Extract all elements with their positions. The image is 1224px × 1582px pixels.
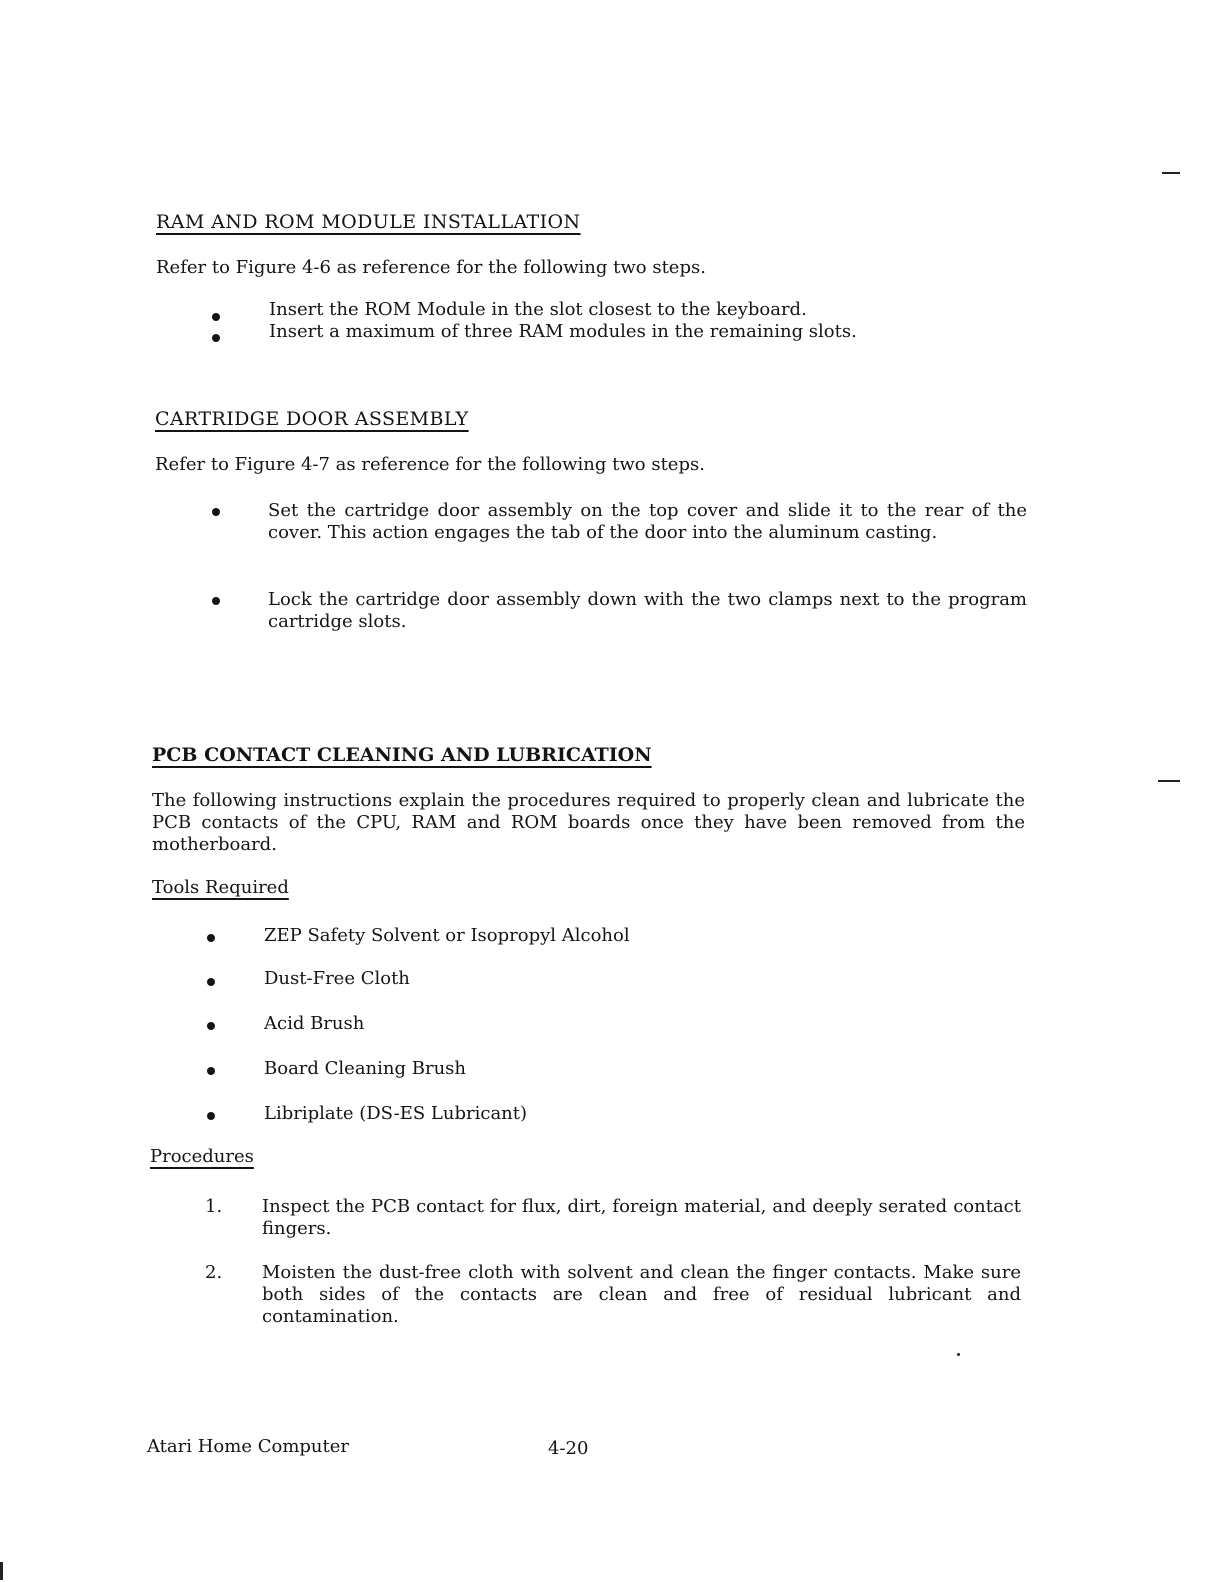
- tool-item: Board Cleaning Brush: [264, 1058, 466, 1079]
- tool-item: Acid Brush: [264, 1013, 365, 1034]
- bullet-icon: [212, 313, 220, 321]
- bullet-icon: [207, 978, 215, 986]
- bullet-icon: [207, 934, 215, 942]
- procedures-heading: Procedures: [150, 1146, 254, 1167]
- scan-mark: [1162, 172, 1180, 174]
- section-heading-pcb-cleaning: PCB CONTACT CLEANING AND LUBRICATION: [152, 744, 652, 766]
- tool-item: Libriplate (DS-ES Lubricant): [264, 1103, 528, 1124]
- tools-required-heading: Tools Required: [152, 877, 289, 898]
- bullet-icon: [212, 597, 220, 605]
- scan-mark: [0, 1562, 3, 1580]
- bullet-icon: [212, 508, 220, 516]
- section-heading-cartridge-door: CARTRIDGE DOOR ASSEMBLY: [155, 408, 469, 430]
- scan-mark: [957, 1353, 960, 1356]
- procedure-number: 2.: [205, 1262, 223, 1283]
- procedure-number: 1.: [205, 1196, 223, 1217]
- tool-item: Dust-Free Cloth: [264, 968, 410, 989]
- section-intro-ram-rom: Refer to Figure 4-6 as reference for the following two steps.: [156, 257, 706, 278]
- footer-page-number: 4-20: [548, 1438, 589, 1459]
- scan-mark: [1158, 780, 1180, 782]
- list-item: Insert a maximum of three RAM modules in the remaining slots.: [269, 321, 857, 342]
- procedure-item: Inspect the PCB contact for flux, dirt, foreign material, and deeply serated contact fingers.: [262, 1196, 1021, 1239]
- bullet-icon: [207, 1112, 215, 1120]
- list-item: Insert the ROM Module in the slot closest to the keyboard.: [269, 299, 807, 320]
- bullet-icon: [207, 1022, 215, 1030]
- section-heading-ram-rom: RAM AND ROM MODULE INSTALLATION: [156, 211, 581, 233]
- section-intro-cartridge-door: Refer to Figure 4-7 as reference for the following two steps.: [155, 454, 705, 475]
- list-item: Set the cartridge door assembly on the top cover and slide it to the rear of the cover. This action engages the tab of the door into the aluminum casting.: [268, 500, 1027, 543]
- procedure-item: Moisten the dust-free cloth with solvent and clean the finger contacts. Make sure both sides of the contacts are clean and free of residual lubricant and contamination.: [262, 1262, 1021, 1327]
- footer-title: Atari Home Computer: [147, 1436, 349, 1457]
- bullet-icon: [207, 1067, 215, 1075]
- tool-item: ZEP Safety Solvent or Isopropyl Alcohol: [264, 925, 630, 946]
- section-intro-pcb-cleaning: The following instructions explain the procedures required to properly clean and lubricate the PCB contacts of the CPU, RAM and ROM boards once they have been removed from the motherboard.: [152, 790, 1025, 855]
- bullet-icon: [212, 334, 220, 342]
- list-item: Lock the cartridge door assembly down with the two clamps next to the program cartridge slots.: [268, 589, 1027, 632]
